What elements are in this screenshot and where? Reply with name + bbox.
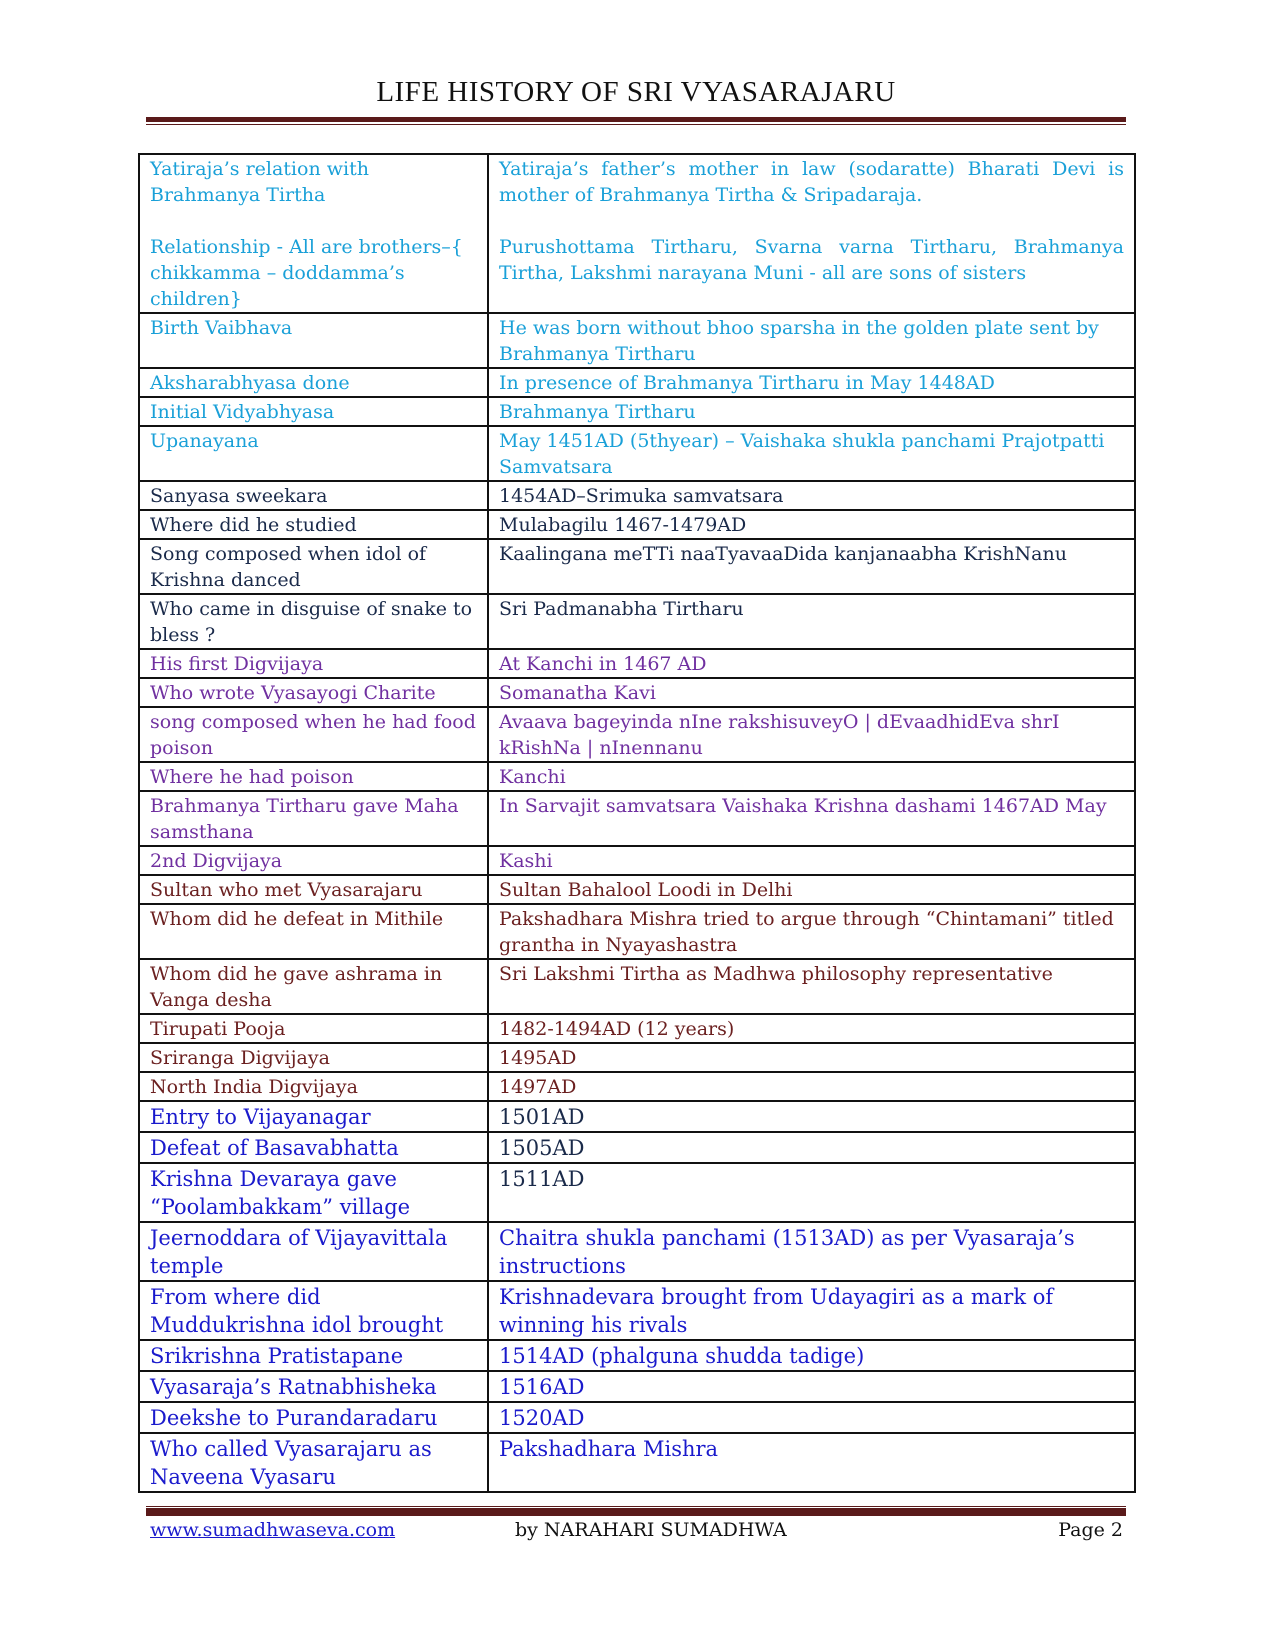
header-rule <box>146 117 1126 122</box>
answer-text: 1516AD <box>499 1375 585 1399</box>
answer-text: 1454AD–Srimuka samvatsara <box>499 485 784 507</box>
question-text: Who came in disguise of snake to bless ? <box>150 598 473 646</box>
table-body <box>139 154 1135 1492</box>
question-text: Upanayana <box>150 430 259 452</box>
question-text: Vyasaraja’s Ratnabhisheka <box>150 1375 437 1399</box>
table-row <box>139 904 1135 959</box>
answer-text: Kashi <box>499 850 553 872</box>
table-row <box>139 481 1135 510</box>
question-cell <box>139 1340 488 1371</box>
table-row <box>139 707 1135 762</box>
footer-rule-thin <box>146 1506 1126 1507</box>
answer-text: Krishnadevara brought from Udayagiri as a mark of winning his rivals <box>499 1285 1054 1337</box>
table-row <box>139 1132 1135 1163</box>
question-cell <box>139 539 488 594</box>
answer-text: Sri Padmanabha Tirtharu <box>499 598 744 620</box>
table-row <box>139 1014 1135 1043</box>
question-text: song composed when he had food poison <box>150 711 476 759</box>
answer-text: 1497AD <box>499 1076 577 1098</box>
question-text: Song composed when idol of Krishna danced <box>150 543 427 591</box>
question-text: Krishna Devaraya gave “Poolambakkam” village <box>150 1167 411 1219</box>
question-text: Birth Vaibhava <box>150 317 293 339</box>
answer-cell <box>488 649 1135 678</box>
answer-cell <box>488 1371 1135 1402</box>
question-cell <box>139 397 488 426</box>
answer-text: Yatiraja’s father’s mother in law (sodaratte) Bharati Devi is mother of Brahmanya Tirtha & Sripadaraja. <box>499 158 1124 206</box>
paragraph-gap <box>150 208 477 234</box>
question-text: Brahmanya Tirtharu gave Maha samsthana <box>150 795 459 843</box>
answer-text: Avaava bageyinda nIne rakshisuveyO | dEvaadhidEva shrI kRishNa | nInennanu <box>499 711 1060 759</box>
answer-cell <box>488 1014 1135 1043</box>
question-cell <box>139 904 488 959</box>
answer-text: Pakshadhara Mishra tried to argue through “Chintamani” titled grantha in Nyayashastra <box>499 908 1114 956</box>
answer-text: 1501AD <box>499 1105 585 1129</box>
answer-text: Sri Lakshmi Tirtha as Madhwa philosophy representative <box>499 963 1053 985</box>
answer-cell <box>488 539 1135 594</box>
answer-text: Mulabagilu 1467-1479AD <box>499 514 747 536</box>
question-text: Sultan who met Vyasarajaru <box>150 879 423 901</box>
question-text: Yatiraja’s relation with Brahmanya Tirtha <box>150 158 369 206</box>
answer-cell <box>488 510 1135 539</box>
table-row <box>139 1433 1135 1492</box>
table-row <box>139 510 1135 539</box>
life-history-table <box>138 153 1136 1493</box>
answer-cell <box>488 1402 1135 1433</box>
question-text: Sriranga Digvijaya <box>150 1047 330 1069</box>
table-row <box>139 1281 1135 1340</box>
page-number: Page 2 <box>1058 1519 1123 1541</box>
table-row <box>139 368 1135 397</box>
question-cell <box>139 1101 488 1132</box>
question-cell <box>139 481 488 510</box>
answer-text: May 1451AD (5thyear) – Vaishaka shukla panchami Prajotpatti Samvatsara <box>499 430 1105 478</box>
answer-text: He was born without bhoo sparsha in the golden plate sent by Brahmanya Tirtharu <box>499 317 1099 365</box>
question-cell <box>139 791 488 846</box>
question-text: Aksharabhyasa done <box>150 372 350 394</box>
table-row <box>139 313 1135 368</box>
table-row <box>139 1163 1135 1222</box>
table-row <box>139 678 1135 707</box>
answer-cell <box>488 1281 1135 1340</box>
question-text: Tirupati Pooja <box>150 1018 286 1040</box>
question-cell <box>139 1163 488 1222</box>
question-text-secondary: Relationship - All are brothers–{ chikkamma – doddamma’s children} <box>150 236 463 310</box>
table-row <box>139 875 1135 904</box>
question-cell <box>139 1132 488 1163</box>
question-text: Where he had poison <box>150 766 354 788</box>
answer-text-secondary: Purushottama Tirtharu, Svarna varna Tirtharu, Brahmanya Tirtha, Lakshmi narayana Muni - all are sons of sisters <box>499 236 1124 284</box>
answer-text: 1495AD <box>499 1047 577 1069</box>
answer-cell <box>488 762 1135 791</box>
header-rule-thin <box>146 124 1126 125</box>
question-cell <box>139 649 488 678</box>
question-cell <box>139 1371 488 1402</box>
question-cell <box>139 154 488 313</box>
question-text: From where did Muddukrishna idol brought <box>150 1285 444 1337</box>
answer-cell <box>488 1043 1135 1072</box>
table-row <box>139 791 1135 846</box>
table-row <box>139 1101 1135 1132</box>
answer-cell <box>488 1072 1135 1101</box>
question-cell <box>139 1222 488 1281</box>
answer-text: Pakshadhara Mishra <box>499 1437 719 1461</box>
question-cell <box>139 875 488 904</box>
question-cell <box>139 678 488 707</box>
answer-cell <box>488 594 1135 649</box>
table-row <box>139 762 1135 791</box>
table-row <box>139 539 1135 594</box>
answer-cell <box>488 959 1135 1014</box>
question-cell <box>139 426 488 481</box>
table-row <box>139 1222 1135 1281</box>
answer-cell <box>488 1163 1135 1222</box>
question-cell <box>139 1281 488 1340</box>
table-row <box>139 426 1135 481</box>
question-cell <box>139 1014 488 1043</box>
answer-text: Kaalingana meTTi naaTyavaaDida kanjanaabha KrishNanu <box>499 543 1067 565</box>
table-row <box>139 397 1135 426</box>
website-link[interactable]: www.sumadhwaseva.com <box>150 1519 396 1541</box>
question-cell <box>139 707 488 762</box>
answer-cell <box>488 1433 1135 1492</box>
question-cell <box>139 1402 488 1433</box>
question-cell <box>139 959 488 1014</box>
answer-cell <box>488 397 1135 426</box>
table-row <box>139 1340 1135 1371</box>
question-text: Where did he studied <box>150 514 357 536</box>
answer-text: In presence of Brahmanya Tirtharu in May 1448AD <box>499 372 995 394</box>
question-text: Srikrishna Pratistapane <box>150 1344 404 1368</box>
answer-cell <box>488 1132 1135 1163</box>
answer-text: Brahmanya Tirtharu <box>499 401 696 423</box>
question-cell <box>139 1433 488 1492</box>
question-text: Entry to Vijayanagar <box>150 1105 371 1129</box>
question-text: Who called Vyasarajaru as Naveena Vyasaru <box>150 1437 432 1489</box>
answer-cell <box>488 1340 1135 1371</box>
question-text: Defeat of Basavabhatta <box>150 1136 399 1160</box>
answer-cell <box>488 368 1135 397</box>
question-text: Who wrote Vyasayogi Charite <box>150 682 436 704</box>
table-row <box>139 959 1135 1014</box>
answer-text: 1514AD (phalguna shudda tadige) <box>499 1344 865 1368</box>
answer-cell <box>488 1222 1135 1281</box>
question-text: Jeernoddara of Vijayavittala temple <box>150 1226 448 1278</box>
answer-cell <box>488 846 1135 875</box>
answer-text: Chaitra shukla panchami (1513AD) as per Vyasaraja’s instructions <box>499 1226 1075 1278</box>
table-row <box>139 1072 1135 1101</box>
question-text: Whom did he gave ashrama in Vanga desha <box>150 963 443 1011</box>
answer-text: Sultan Bahalool Loodi in Delhi <box>499 879 793 901</box>
answer-cell <box>488 707 1135 762</box>
answer-text: 1482-1494AD (12 years) <box>499 1018 735 1040</box>
page-title: LIFE HISTORY OF SRI VYASARAJARU <box>376 76 896 108</box>
question-cell <box>139 846 488 875</box>
table-row <box>139 1402 1135 1433</box>
table-row <box>139 649 1135 678</box>
answer-cell <box>488 875 1135 904</box>
answer-cell <box>488 313 1135 368</box>
question-cell <box>139 1043 488 1072</box>
answer-text: At Kanchi in 1467 AD <box>499 653 707 675</box>
answer-text: Kanchi <box>499 766 566 788</box>
answer-cell <box>488 426 1135 481</box>
question-text: 2nd Digvijaya <box>150 850 283 872</box>
answer-text: 1520AD <box>499 1406 585 1430</box>
table-row <box>139 846 1135 875</box>
question-cell <box>139 762 488 791</box>
paragraph-gap <box>499 208 1124 234</box>
question-text: Whom did he defeat in Mithile <box>150 908 444 930</box>
answer-text: In Sarvajit samvatsara Vaishaka Krishna dashami 1467AD May <box>499 795 1107 817</box>
answer-text: Somanatha Kavi <box>499 682 656 704</box>
answer-text: 1511AD <box>499 1167 585 1191</box>
table-row <box>139 1371 1135 1402</box>
footer-rule <box>146 1508 1126 1516</box>
answer-cell <box>488 678 1135 707</box>
question-cell <box>139 313 488 368</box>
answer-cell <box>488 791 1135 846</box>
question-text: North India Digvijaya <box>150 1076 358 1098</box>
question-cell <box>139 510 488 539</box>
question-cell <box>139 368 488 397</box>
author-credit: by NARAHARI SUMADHWA <box>515 1519 787 1541</box>
question-cell <box>139 594 488 649</box>
answer-cell <box>488 904 1135 959</box>
question-cell <box>139 1072 488 1101</box>
answer-cell <box>488 1101 1135 1132</box>
question-text: Initial Vidyabhyasa <box>150 401 335 423</box>
table-row <box>139 1043 1135 1072</box>
question-text: Sanyasa sweekara <box>150 485 328 507</box>
question-text: His first Digvijaya <box>150 653 324 675</box>
table-row <box>139 594 1135 649</box>
answer-cell <box>488 481 1135 510</box>
question-text: Deekshe to Purandaradaru <box>150 1406 438 1430</box>
answer-cell <box>488 154 1135 313</box>
table-row <box>139 154 1135 313</box>
answer-text: 1505AD <box>499 1136 585 1160</box>
